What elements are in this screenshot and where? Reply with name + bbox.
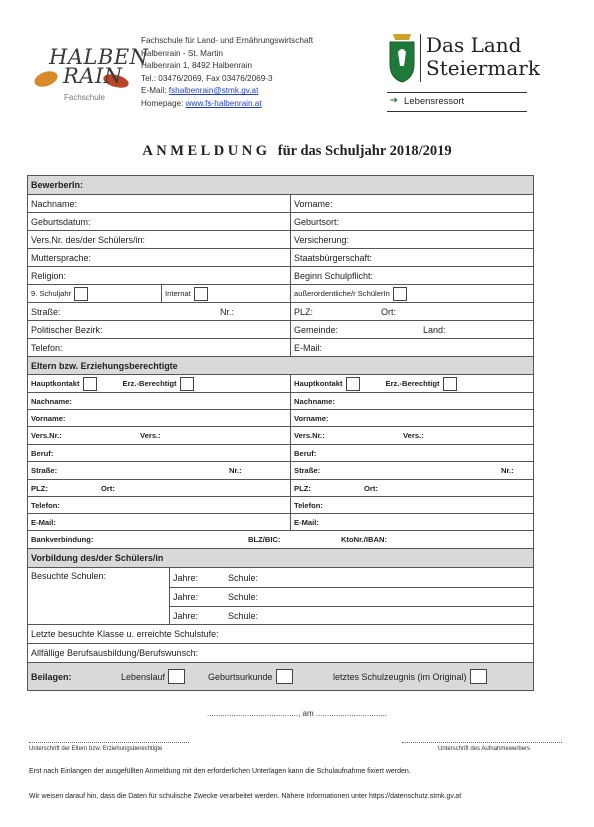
zeugnis-checkbox[interactable] <box>470 669 487 684</box>
telefon-field[interactable]: Telefon: <box>31 342 63 353</box>
ausserordentlich-option <box>291 285 533 302</box>
logo-rule <box>387 92 527 93</box>
homepage-link[interactable]: www.fs-halbenrain.at <box>185 98 262 108</box>
homepage-line <box>141 98 313 111</box>
internat-checkbox[interactable] <box>194 287 208 301</box>
versnr-label: Vers.Nr.: <box>294 431 325 440</box>
parent2-contact-options <box>291 375 533 392</box>
geburtsdatum-field[interactable]: Geburtsdatum: <box>31 216 91 227</box>
parent1-vorname-field[interactable]: Vorname: <box>31 413 66 423</box>
schule-label: Schule: <box>228 610 259 621</box>
form-row <box>28 230 533 248</box>
beilagen-label: Beilagen: <box>31 671 72 682</box>
ausserordentlich-checkbox[interactable] <box>393 287 407 301</box>
logo-divider <box>420 34 421 82</box>
schule-label: Schule: <box>228 591 259 602</box>
nr-label: Nr.: <box>229 466 242 475</box>
plz-label: PLZ: <box>294 483 311 493</box>
lebenslauf-option <box>121 663 185 690</box>
form-row <box>28 284 533 302</box>
schuljahr9-label: 9. Schuljahr <box>31 289 72 298</box>
school-address <box>141 35 313 111</box>
vers-label: Vers.: <box>140 431 161 440</box>
school-entry[interactable] <box>170 606 533 625</box>
place-date-line[interactable]: ........................................., am ................................ <box>206 709 388 718</box>
erz-label: Erz.-Berechtigt <box>122 379 177 388</box>
form-row <box>28 444 533 461</box>
school-line: Halbenrain 1, 8492 Halbenrain <box>141 61 253 71</box>
form-row <box>28 461 533 479</box>
parent1-strasse-field[interactable] <box>28 462 290 479</box>
ort-label: Ort: <box>381 306 396 317</box>
jahre-label: Jahre: <box>173 572 199 583</box>
kto-label: KtoNr./IBAN: <box>341 535 387 544</box>
jahre-label: Jahre: <box>173 610 199 621</box>
logo-line2: RAIN <box>63 64 123 88</box>
lebenslauf-checkbox[interactable] <box>168 669 185 684</box>
form-row <box>28 479 533 496</box>
staatsbuergerschaft-field[interactable]: Staatsbürgerschaft: <box>294 252 373 263</box>
parent2-plz-field[interactable] <box>291 480 533 496</box>
homepage-label: Homepage: <box>141 98 184 108</box>
attachments <box>28 663 533 690</box>
email-line <box>141 85 313 98</box>
hauptkontakt-label: Hauptkontakt <box>31 379 80 388</box>
nr-label: Nr.: <box>220 306 235 317</box>
bank-label: Bankverbindung: <box>31 535 94 544</box>
geburtsurkunde-label: Geburtsurkunde <box>208 671 273 682</box>
form-row <box>28 338 533 356</box>
registration-form <box>27 175 534 691</box>
section-header <box>28 548 533 567</box>
beginn-schulpflicht-field[interactable]: Beginn Schulpflicht: <box>294 270 374 281</box>
signature-line <box>402 742 562 743</box>
parent1-plz-field[interactable] <box>28 480 290 496</box>
section-header <box>28 356 533 374</box>
hauptkontakt-label: Hauptkontakt <box>294 379 343 388</box>
section-header <box>28 176 533 194</box>
signature-applicant-label: Unterschrift des Aufnahmewerbers <box>438 746 531 752</box>
logo-sub: Fachschule <box>64 93 105 102</box>
parent2-email-field[interactable]: E-Mail: <box>294 517 319 527</box>
geburtsort-field[interactable]: Geburtsort: <box>294 216 340 227</box>
berufswunsch-field[interactable]: Allfällige Berufsausbildung/Berufswunsch: <box>31 648 199 658</box>
parent2-telefon-field[interactable]: Telefon: <box>294 500 323 510</box>
vers-label: Vers.: <box>403 431 424 440</box>
schuljahr9-option <box>28 285 161 302</box>
plz-label: PLZ: <box>294 306 314 317</box>
form-row <box>28 513 533 530</box>
parent1-versnr-field[interactable] <box>28 427 290 444</box>
form-row <box>28 392 533 409</box>
form-row <box>28 248 533 266</box>
internat-label: Internat <box>165 289 191 298</box>
form-row <box>28 530 533 548</box>
geburtsurkunde-option <box>208 663 293 690</box>
logo-rule <box>387 111 527 112</box>
form-row <box>28 496 533 513</box>
parent2-nachname-field[interactable]: Nachname: <box>294 396 335 406</box>
internat-option <box>162 285 290 302</box>
schule-label: Schule: <box>228 572 259 583</box>
versicherung-field[interactable]: Versicherung: <box>294 234 350 245</box>
parent2-versnr-field[interactable] <box>291 427 533 444</box>
geburtsurkunde-checkbox[interactable] <box>276 669 293 684</box>
arrow-icon: ➔ <box>390 95 398 106</box>
versnr-field[interactable]: Vers.Nr. des/der Schülers/in: <box>31 234 146 245</box>
parent1-email-field[interactable]: E-Mail: <box>31 517 56 527</box>
strasse-field[interactable] <box>28 303 290 320</box>
parent2-vorname-field[interactable]: Vorname: <box>294 413 329 423</box>
section-title: BewerberIn: <box>28 176 533 194</box>
blz-label: BLZ/BIC: <box>248 535 281 544</box>
school-line: Tel.: 03476/2069, Fax 03476/2069-3 <box>141 73 273 83</box>
plz-label: PLZ: <box>31 483 48 493</box>
parent1-beruf-field[interactable]: Beruf: <box>31 448 54 458</box>
form-row <box>28 212 533 230</box>
logo-line1: HALBEN <box>49 45 149 69</box>
erz-checkbox[interactable] <box>443 377 457 391</box>
gemeinde-land-field[interactable] <box>291 321 533 338</box>
erz-label: Erz.-Berechtigt <box>385 379 440 388</box>
ort-label: Ort: <box>364 483 378 493</box>
form-row <box>28 624 533 643</box>
strasse-label: Straße: <box>294 466 321 475</box>
ausserordentlich-label: außerordentliche/r SchülerIn <box>294 289 390 298</box>
school-line: Halbenrain - St. Martin <box>141 48 223 58</box>
school-logo <box>33 40 149 110</box>
religion-field[interactable]: Religion: <box>31 270 67 281</box>
email-link[interactable]: fshalbenrain@stmk.gv.at <box>168 86 259 96</box>
schuljahr9-checkbox[interactable] <box>74 287 88 301</box>
form-row <box>28 194 533 212</box>
section-title: Eltern bzw. Erziehungsberechtigte <box>28 357 533 374</box>
strasse-label: Straße: <box>31 466 58 475</box>
title-word: ANMELDUNG <box>142 143 271 159</box>
form-row <box>28 643 533 662</box>
note-text: Wir weisen darauf hin, dass die Daten für schulische Zwecke verarbeitet werden. Nähere Informationen unter https://datenschutz.stmk.gv.at <box>29 793 462 800</box>
jahre-label: Jahre: <box>173 591 199 602</box>
schools-block <box>28 567 533 624</box>
nachname-field[interactable]: Nachname: <box>31 198 78 209</box>
hauptkontakt-checkbox[interactable] <box>346 377 360 391</box>
bank-field[interactable] <box>28 531 533 548</box>
signature-line <box>29 742 189 743</box>
parent1-contact-options <box>28 375 290 392</box>
form-row <box>28 409 533 426</box>
vorname-field[interactable]: Vorname: <box>294 198 333 209</box>
parent1-telefon-field[interactable]: Telefon: <box>31 500 60 510</box>
coat-of-arms-icon <box>387 32 417 84</box>
parent2-beruf-field[interactable]: Beruf: <box>294 448 317 458</box>
signature-parents-label: Unterschrift der Eltern bzw. Erziehungsberechtigte <box>29 746 163 752</box>
muttersprache-field[interactable]: Muttersprache: <box>31 252 92 263</box>
steiermark-logo <box>387 32 540 112</box>
title-rest: für das Schuljahr 2018/2019 <box>277 143 452 159</box>
email-label: E-Mail: <box>141 86 167 96</box>
gemeinde-label: Gemeinde: <box>294 324 339 335</box>
form-row <box>28 266 533 284</box>
leaf-icon <box>33 68 61 90</box>
parent1-nachname-field[interactable]: Nachname: <box>31 396 72 406</box>
form-row <box>28 302 533 320</box>
nr-label: Nr.: <box>501 466 514 475</box>
page-title <box>0 143 594 160</box>
plz-ort-field[interactable] <box>291 303 533 320</box>
versnr-label: Vers.Nr.: <box>31 431 62 440</box>
note-text: Erst nach Einlangen der ausgefüllten Anmeldung mit den erforderlichen Unterlagen kann die Schulaufnahme fixiert werden. <box>29 768 411 775</box>
parent2-strasse-field[interactable] <box>291 462 533 479</box>
hauptkontakt-checkbox[interactable] <box>83 377 97 391</box>
bezirk-field[interactable]: Politischer Bezirk: <box>31 324 103 335</box>
attachments-row <box>28 662 533 690</box>
email-field[interactable]: E-Mail: <box>294 342 323 353</box>
stmk-line2: Steiermark <box>426 56 540 80</box>
ort-label: Ort: <box>101 483 115 493</box>
schulen-label: Besuchte Schulen: <box>31 571 107 581</box>
stmk-line1: Das Land <box>426 33 522 57</box>
letzte-klasse-field[interactable]: Letzte besuchte Klasse u. erreichte Schulstufe: <box>31 629 219 639</box>
form-row <box>28 320 533 338</box>
zeugnis-option <box>333 663 487 690</box>
ressort-label: Lebensressort <box>404 96 465 107</box>
strasse-label: Straße: <box>31 306 61 317</box>
erz-checkbox[interactable] <box>180 377 194 391</box>
zeugnis-label: letztes Schulzeugnis (im Original) <box>333 671 467 682</box>
school-line: Fachschule für Land- und Ernährungswirtschaft <box>141 36 314 45</box>
land-label: Land: <box>423 324 446 335</box>
school-entry[interactable] <box>170 568 533 587</box>
section-title: Vorbildung des/der Schülers/in <box>28 549 533 567</box>
school-entry[interactable] <box>170 587 533 606</box>
lebenslauf-label: Lebenslauf <box>121 671 166 682</box>
form-row <box>28 426 533 444</box>
form-row <box>28 374 533 392</box>
